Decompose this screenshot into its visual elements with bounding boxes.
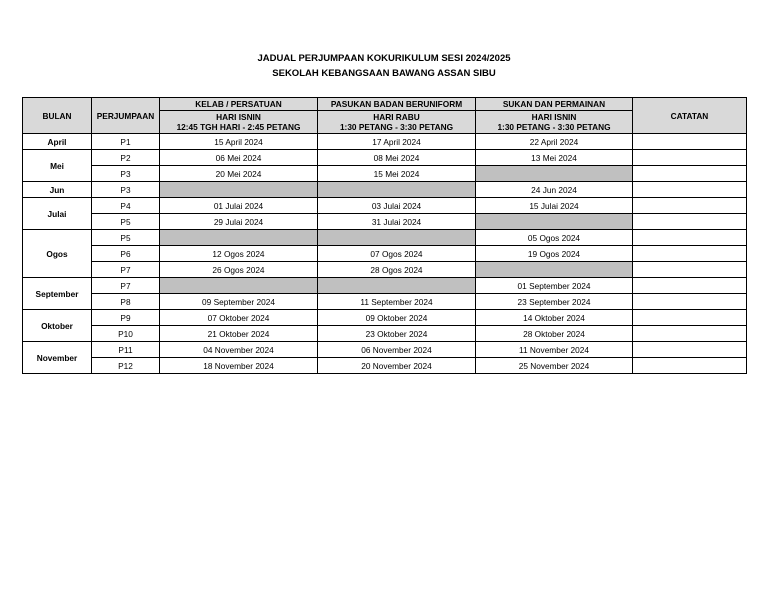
- catatan-cell: [633, 182, 747, 198]
- sukan-date-cell: 05 Ogos 2024: [476, 230, 633, 246]
- catatan-cell: [633, 214, 747, 230]
- perjumpaan-cell: P5: [92, 230, 160, 246]
- pasukan-date-cell: 09 Oktober 2024: [318, 310, 476, 326]
- kelab-date-cell: 18 November 2024: [160, 358, 318, 374]
- month-cell: Ogos: [23, 230, 92, 278]
- catatan-cell: [633, 294, 747, 310]
- month-cell: Jun: [23, 182, 92, 198]
- month-cell: Oktober: [23, 310, 92, 342]
- perjumpaan-cell: P3: [92, 166, 160, 182]
- perjumpaan-cell: P7: [92, 262, 160, 278]
- sukan-date-cell: 14 Oktober 2024: [476, 310, 633, 326]
- sukan-empty-cell: [476, 166, 633, 182]
- header-bulan: BULAN: [23, 98, 92, 134]
- header-pasukan-schedule: [318, 111, 476, 134]
- kelab-date-cell: 20 Mei 2024: [160, 166, 318, 182]
- perjumpaan-cell: P6: [92, 246, 160, 262]
- pasukan-date-cell: 15 Mei 2024: [318, 166, 476, 182]
- kelab-date-cell: 15 April 2024: [160, 134, 318, 150]
- page-subtitle: SEKOLAH KEBANGSAAN BAWANG ASSAN SIBU: [272, 68, 496, 79]
- sukan-date-cell: 23 September 2024: [476, 294, 633, 310]
- sukan-date-cell: 22 April 2024: [476, 134, 633, 150]
- header-perjumpaan: PERJUMPAAN: [92, 98, 160, 134]
- sukan-date-cell: 25 November 2024: [476, 358, 633, 374]
- kelab-date-cell: 09 September 2024: [160, 294, 318, 310]
- sukan-date-cell: 11 November 2024: [476, 342, 633, 358]
- catatan-cell: [633, 310, 747, 326]
- table-row: [23, 134, 747, 150]
- kelab-date-cell: 07 Oktober 2024: [160, 310, 318, 326]
- header-sukan-day: HARI ISNIN: [531, 112, 577, 122]
- sukan-date-cell: 15 Julai 2024: [476, 198, 633, 214]
- perjumpaan-cell: P4: [92, 198, 160, 214]
- pasukan-date-cell: 28 Ogos 2024: [318, 262, 476, 278]
- pasukan-date-cell: 20 November 2024: [318, 358, 476, 374]
- sukan-date-cell: 19 Ogos 2024: [476, 246, 633, 262]
- kelab-date-cell: 01 Julai 2024: [160, 198, 318, 214]
- perjumpaan-cell: P2: [92, 150, 160, 166]
- page-title: JADUAL PERJUMPAAN KOKURIKULUM SESI 2024/2025: [257, 53, 511, 64]
- kelab-date-cell: 04 November 2024: [160, 342, 318, 358]
- pasukan-date-cell: 11 September 2024: [318, 294, 476, 310]
- table-row: [23, 342, 747, 358]
- schedule-body: [23, 134, 747, 374]
- perjumpaan-cell: P1: [92, 134, 160, 150]
- perjumpaan-cell: P5: [92, 214, 160, 230]
- month-cell: Julai: [23, 198, 92, 230]
- month-cell: September: [23, 278, 92, 310]
- header-kelab-schedule: [160, 111, 318, 134]
- header-pasukan-day: HARI RABU: [373, 112, 420, 122]
- table-row: [23, 150, 747, 166]
- table-row: [23, 294, 747, 310]
- kelab-date-cell: 26 Ogos 2024: [160, 262, 318, 278]
- header-sukan-schedule: [476, 111, 633, 134]
- sukan-date-cell: 13 Mei 2024: [476, 150, 633, 166]
- pasukan-date-cell: 08 Mei 2024: [318, 150, 476, 166]
- table-row: [23, 326, 747, 342]
- perjumpaan-cell: P3: [92, 182, 160, 198]
- perjumpaan-cell: P11: [92, 342, 160, 358]
- catatan-cell: [633, 278, 747, 294]
- catatan-cell: [633, 150, 747, 166]
- table-row: [23, 230, 747, 246]
- month-cell: Mei: [23, 150, 92, 182]
- pasukan-date-cell: 03 Julai 2024: [318, 198, 476, 214]
- pasukan-empty-cell: [318, 182, 476, 198]
- sukan-empty-cell: [476, 262, 633, 278]
- header-sukan-title: SUKAN DAN PERMAINAN: [476, 98, 633, 111]
- header-kelab-time: 12:45 TGH HARI - 2:45 PETANG: [176, 122, 301, 132]
- catatan-cell: [633, 166, 747, 182]
- pasukan-date-cell: 23 Oktober 2024: [318, 326, 476, 342]
- header-kelab-day: HARI ISNIN: [216, 112, 261, 122]
- kelab-date-cell: 12 Ogos 2024: [160, 246, 318, 262]
- perjumpaan-cell: P10: [92, 326, 160, 342]
- table-row: [23, 262, 747, 278]
- catatan-cell: [633, 134, 747, 150]
- pasukan-empty-cell: [318, 278, 476, 294]
- header-catatan: CATATAN: [633, 98, 747, 134]
- header-row-1: [23, 98, 747, 111]
- table-row: [23, 278, 747, 294]
- kelab-date-cell: 21 Oktober 2024: [160, 326, 318, 342]
- table-row: [23, 166, 747, 182]
- table-row: [23, 358, 747, 374]
- catatan-cell: [633, 358, 747, 374]
- kelab-empty-cell: [160, 230, 318, 246]
- kelab-empty-cell: [160, 278, 318, 294]
- perjumpaan-cell: P8: [92, 294, 160, 310]
- table-row: [23, 310, 747, 326]
- pasukan-date-cell: 31 Julai 2024: [318, 214, 476, 230]
- month-cell: November: [23, 342, 92, 374]
- sukan-date-cell: 24 Jun 2024: [476, 182, 633, 198]
- perjumpaan-cell: P7: [92, 278, 160, 294]
- kelab-date-cell: 29 Julai 2024: [160, 214, 318, 230]
- kelab-date-cell: 06 Mei 2024: [160, 150, 318, 166]
- pasukan-empty-cell: [318, 230, 476, 246]
- schedule-table: [22, 97, 747, 374]
- table-row: [23, 246, 747, 262]
- catatan-cell: [633, 262, 747, 278]
- pasukan-date-cell: 17 April 2024: [318, 134, 476, 150]
- header-pasukan-time: 1:30 PETANG - 3:30 PETANG: [339, 122, 454, 132]
- perjumpaan-cell: P9: [92, 310, 160, 326]
- sukan-empty-cell: [476, 214, 633, 230]
- catatan-cell: [633, 230, 747, 246]
- header-pasukan-title: PASUKAN BADAN BERUNIFORM: [318, 98, 476, 111]
- table-row: [23, 214, 747, 230]
- sukan-date-cell: 01 September 2024: [476, 278, 633, 294]
- kelab-empty-cell: [160, 182, 318, 198]
- header-kelab-title: KELAB / PERSATUAN: [160, 98, 318, 111]
- pasukan-date-cell: 06 November 2024: [318, 342, 476, 358]
- catatan-cell: [633, 198, 747, 214]
- catatan-cell: [633, 246, 747, 262]
- catatan-cell: [633, 326, 747, 342]
- month-cell: April: [23, 134, 92, 150]
- perjumpaan-cell: P12: [92, 358, 160, 374]
- table-row: [23, 198, 747, 214]
- pasukan-date-cell: 07 Ogos 2024: [318, 246, 476, 262]
- table-row: [23, 182, 747, 198]
- catatan-cell: [633, 342, 747, 358]
- sukan-date-cell: 28 Oktober 2024: [476, 326, 633, 342]
- header-sukan-time: 1:30 PETANG - 3:30 PETANG: [497, 122, 611, 132]
